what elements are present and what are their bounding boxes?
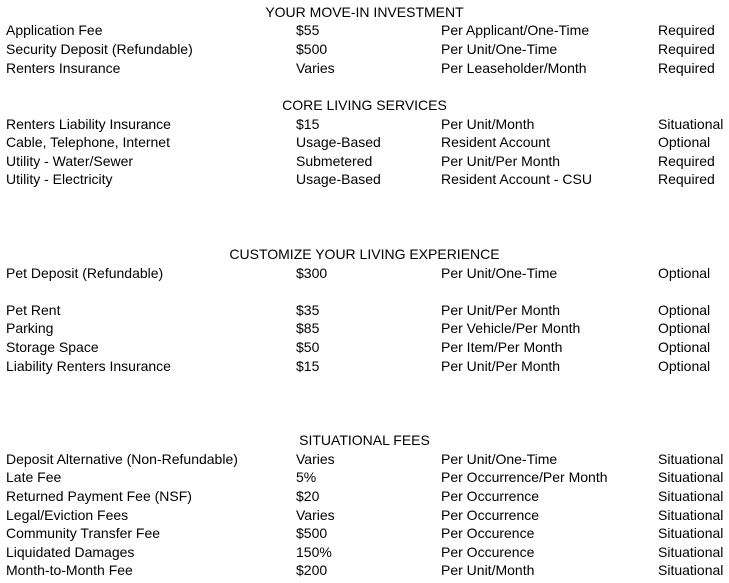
fee-amount: $15 — [296, 358, 320, 374]
fee-amount: Varies — [296, 451, 335, 467]
fee-name: Month-to-Month Fee — [6, 562, 133, 578]
fee-name: Community Transfer Fee — [6, 525, 161, 541]
fee-frequency: Per Item/Per Month — [441, 339, 563, 355]
fee-frequency: Per Occurrence — [441, 488, 540, 504]
fee-frequency: Per Unit/Month — [441, 116, 535, 132]
section-heading-situational: SITUATIONAL FEES — [299, 432, 430, 448]
fee-name: Deposit Alternative (Non-Refundable) — [6, 451, 238, 467]
fee-row — [0, 40, 729, 58]
fee-requirement: Optional — [658, 134, 711, 150]
fee-frequency: Per Occurrence — [441, 507, 540, 523]
fee-amount: $85 — [296, 320, 320, 336]
fee-amount: $500 — [296, 525, 328, 541]
fee-row — [0, 543, 729, 561]
fee-amount: Usage-Based — [296, 171, 381, 187]
fee-frequency: Per Unit/Month — [441, 562, 535, 578]
fee-row — [0, 152, 729, 170]
fee-frequency: Per Unit/One-Time — [441, 265, 558, 281]
fee-name: Utility - Electricity — [6, 171, 113, 187]
fee-amount: $50 — [296, 339, 320, 355]
fee-amount: Varies — [296, 60, 335, 76]
fee-requirement: Required — [658, 41, 715, 57]
fee-requirement: Required — [658, 60, 715, 76]
fee-row — [0, 487, 729, 505]
fee-requirement: Optional — [658, 265, 711, 281]
fee-requirement: Optional — [658, 339, 711, 355]
fee-name: Utility - Water/Sewer — [6, 153, 134, 169]
fee-row — [0, 170, 729, 188]
section-heading-move-in: YOUR MOVE-IN INVESTMENT — [265, 4, 464, 20]
fee-name: Pet Rent — [6, 302, 61, 318]
fee-frequency: Per Applicant/One-Time — [441, 22, 590, 38]
fee-row — [0, 357, 729, 375]
fee-frequency: Per Vehicle/Per Month — [441, 320, 581, 336]
fee-requirement: Optional — [658, 320, 711, 336]
fee-name: Late Fee — [6, 469, 62, 485]
fee-amount: $55 — [296, 22, 320, 38]
fee-row — [0, 561, 729, 579]
fee-row — [0, 59, 729, 77]
fee-name: Cable, Telephone, Internet — [6, 134, 170, 150]
fee-row — [0, 133, 729, 151]
fee-amount: $20 — [296, 488, 320, 504]
fee-row — [0, 115, 729, 133]
fee-requirement: Required — [658, 171, 715, 187]
fee-requirement: Situational — [658, 469, 724, 485]
fee-name: Parking — [6, 320, 54, 336]
fee-frequency: Per Unit/Per Month — [441, 153, 561, 169]
fee-frequency: Per Unit/Per Month — [441, 302, 561, 318]
fee-name: Liability Renters Insurance — [6, 358, 171, 374]
fee-frequency: Per Unit/Per Month — [441, 358, 561, 374]
fee-amount: $200 — [296, 562, 328, 578]
fee-name: Liquidated Damages — [6, 544, 135, 560]
fee-amount: Usage-Based — [296, 134, 381, 150]
fee-amount: $300 — [296, 265, 328, 281]
fee-name: Pet Deposit (Refundable) — [6, 265, 164, 281]
fee-requirement: Situational — [658, 525, 724, 541]
fee-amount: Varies — [296, 507, 335, 523]
section-heading-customize: CUSTOMIZE YOUR LIVING EXPERIENCE — [229, 246, 500, 262]
fee-frequency: Resident Account - CSU — [441, 171, 592, 187]
fee-row — [0, 338, 729, 356]
fee-requirement: Situational — [658, 507, 724, 523]
fee-frequency: Per Unit/One-Time — [441, 41, 558, 57]
fee-frequency: Per Leaseholder/Month — [441, 60, 587, 76]
fee-name: Application Fee — [6, 22, 103, 38]
fee-amount: $500 — [296, 41, 328, 57]
fee-requirement: Required — [658, 22, 715, 38]
fee-frequency: Per Occurence — [441, 544, 535, 560]
fee-name: Legal/Eviction Fees — [6, 507, 129, 523]
fee-frequency: Per Occurrence/Per Month — [441, 469, 608, 485]
fee-amount: Submetered — [296, 153, 373, 169]
fee-name: Renters Liability Insurance — [6, 116, 171, 132]
section-heading-core-services: CORE LIVING SERVICES — [282, 97, 447, 113]
fee-row — [0, 468, 729, 486]
fee-row — [0, 524, 729, 542]
fee-row — [0, 450, 729, 468]
fee-requirement: Optional — [658, 302, 711, 318]
fee-frequency: Per Occurence — [441, 525, 535, 541]
fee-amount: 5% — [296, 469, 317, 485]
fee-name: Returned Payment Fee (NSF) — [6, 488, 192, 504]
fee-requirement: Situational — [658, 488, 724, 504]
fee-frequency: Per Unit/One-Time — [441, 451, 558, 467]
fee-name: Storage Space — [6, 339, 99, 355]
fee-requirement: Situational — [658, 116, 724, 132]
fee-name: Security Deposit (Refundable) — [6, 41, 193, 57]
fee-requirement: Situational — [658, 544, 724, 560]
fee-row — [0, 506, 729, 524]
fee-frequency: Resident Account — [441, 134, 550, 150]
fee-row — [0, 319, 729, 337]
fee-requirement: Situational — [658, 451, 724, 467]
fee-row — [0, 301, 729, 319]
fee-requirement: Situational — [658, 562, 724, 578]
fee-name: Renters Insurance — [6, 60, 121, 76]
fee-requirement: Required — [658, 153, 715, 169]
fee-amount: $35 — [296, 302, 320, 318]
fee-row — [0, 264, 729, 282]
fee-amount: 150% — [296, 544, 332, 560]
fee-amount: $15 — [296, 116, 320, 132]
fee-requirement: Optional — [658, 358, 711, 374]
fee-row — [0, 21, 729, 39]
